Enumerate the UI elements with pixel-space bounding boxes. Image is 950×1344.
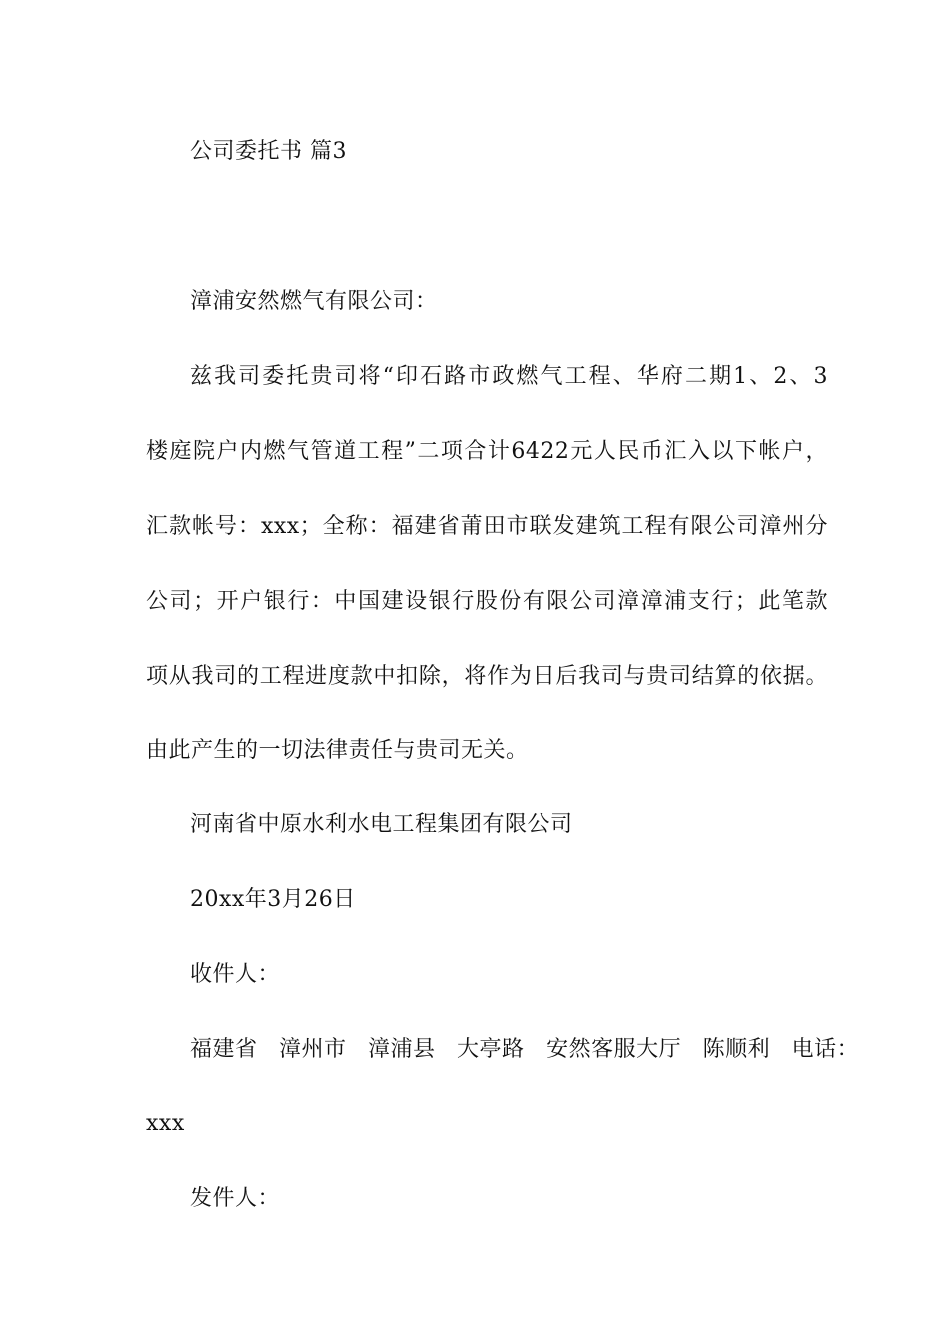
body-line-6: 由此产生的一切法律责任与贵司无关。 [146, 738, 529, 763]
sender-label: 发件人： [190, 1186, 281, 1211]
body-line-3: 汇款帐号：xxx；全称：福建省莆田市联发建筑工程有限公司漳州分 [146, 514, 828, 539]
document-heading: 公司委托书 篇3 [190, 139, 347, 164]
address-road: 大亭路 [457, 1037, 525, 1062]
recipient-name: 陈顺利 [702, 1037, 771, 1062]
phone-label: 电话： [791, 1037, 860, 1062]
address-county: 漳浦县 [368, 1037, 436, 1062]
body-line-1: 兹我司委托贵司将“印石路市政燃气工程、华府二期1、2、3 [190, 364, 828, 389]
address-city: 漳州市 [279, 1037, 347, 1062]
body-line-2: 楼庭院户内燃气管道工程”二项合计6422元人民币汇入以下帐户， [146, 439, 828, 464]
address-province: 福建省 [190, 1037, 258, 1062]
salutation: 漳浦安然燃气有限公司： [190, 289, 438, 314]
recipient-phone: xxx [146, 1111, 185, 1136]
recipient-label: 收件人： [190, 962, 281, 987]
signer-company: 河南省中原水利水电工程集团有限公司 [190, 812, 573, 837]
body-line-5: 项从我司的工程进度款中扣除，将作为日后我司与贵司结算的依据。 [146, 664, 828, 689]
recipient-address [190, 1035, 860, 1065]
document-date: 20xx年3月26日 [190, 887, 356, 912]
address-place: 安然客服大厅 [546, 1037, 682, 1062]
body-line-4: 公司；开户银行：中国建设银行股份有限公司漳漳浦支行；此笔款 [146, 589, 828, 614]
